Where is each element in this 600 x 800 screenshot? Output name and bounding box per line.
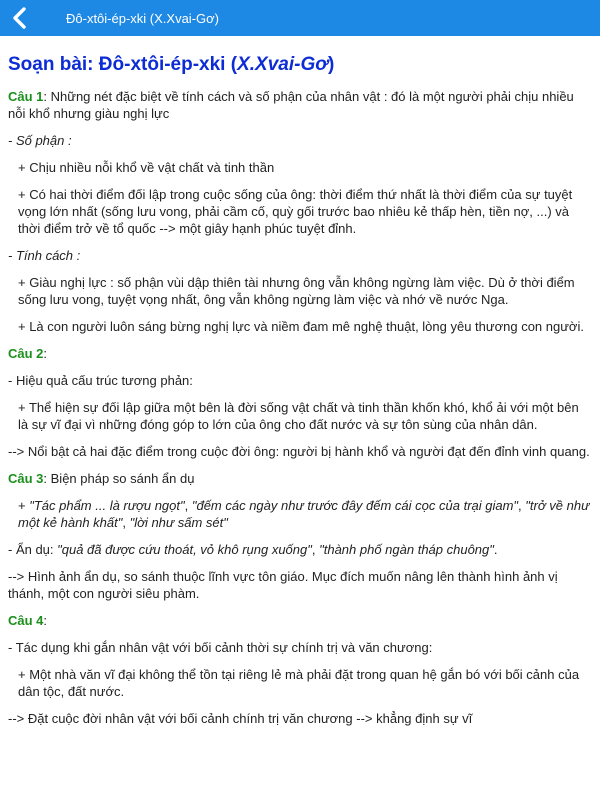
page-title: Soạn bài: Đô-xtôi-ép-xki (X.Xvai-Gơ) — [8, 54, 335, 75]
tinh-cach-heading: - Tính cách : — [8, 248, 81, 263]
q3-paragraph: Câu 3: Biện pháp so sánh ẩn dụ — [8, 471, 195, 486]
hieu-qua-item-1: + Thể hiện sự đối lập giữa một bên là đời sống vật chất và tinh thần khốn khó, khổ ải với một bên là sự vĩ đại vì những đóng góp to lớn của ông cho đất nước và sự tôn sùng của nhân dân. — [18, 400, 579, 432]
so-phan-item-1: + Chịu nhiều nỗi khổ về vật chất và tinh thần — [18, 160, 275, 175]
hinh-anh-conclusion: --> Hình ảnh ẩn dụ, so sánh thuộc lĩnh vực tôn giáo. Mục đích muốn nâng lên thành hình ảnh vị thánh, một con người siêu phàm. — [8, 569, 558, 601]
tac-dung-heading: - Tác dụng khi gắn nhân vật với bối cảnh thời sự chính trị và văn chương: — [8, 640, 433, 655]
an-du-item: - Ẩn dụ: "quả đã được cứu thoát, vỏ khô rụng xuống", "thành phố ngàn tháp chuông". — [8, 542, 498, 557]
tinh-cach-item-1: + Giàu nghị lực : số phận vùi dập thiên tài nhưng ông vẫn không ngừng làm việc. Dù ở thời điểm sống lưu vong, tuyệt vọng nhất, ông vẫn không ngừng làm việc và nhớ về nước Nga. — [18, 275, 575, 307]
app-bar — [0, 0, 600, 36]
article — [0, 36, 600, 727]
so-phan-heading: - Số phận : — [8, 133, 72, 148]
so-phan-item-2: + Có hai thời điểm đối lập trong cuộc sống của ông: thời điểm thứ nhất là thời điểm của sự tuyệt vọng lớn nhất (sống lưu vong, phải cầm cố, quỳ gối trước bao nhiêu kẻ thấp hèn, tiền nợ, ...) và thời điểm trở về tổ quốc --> một giây hạnh phúc tuyệt đỉnh. — [18, 187, 573, 236]
tac-dung-conclusion: --> Đặt cuộc đời nhân vật với bối cảnh chính trị văn chương --> khẳng định sự vĩ — [8, 711, 473, 726]
q2-label: Câu 2 — [8, 346, 44, 361]
hieu-qua-heading: - Hiệu quả cấu trúc tương phản: — [8, 373, 193, 388]
chevron-left-icon — [10, 7, 30, 29]
appbar-title: Đô-xtôi-ép-xki (X.Xvai-Gơ) — [66, 10, 219, 26]
back-button[interactable] — [0, 0, 40, 36]
tinh-cach-item-2: + Là con người luôn sáng bừng nghị lực và niềm đam mê nghệ thuật, lòng yêu thương con người. — [18, 319, 584, 334]
q1-paragraph: Câu 1: Những nét đặc biệt về tính cách và số phận của nhân vật : đó là một người phải chịu nhiều nỗi khổ nhưng giàu nghị lực — [8, 89, 574, 121]
q4-label: Câu 4 — [8, 613, 44, 628]
q4-paragraph: Câu 4: — [8, 613, 48, 628]
so-sanh-item: + "Tác phẩm ... là rượu ngọt", "đếm các ngày như trước đây đếm cái cọc của trại giam", "trở về như một kẻ hành khất", "lời như sấm sét" — [18, 498, 590, 530]
q3-label: Câu 3 — [8, 471, 44, 486]
tac-dung-item-1: + Một nhà văn vĩ đại không thể tồn tại riêng lẻ mà phải đặt trong quan hệ gắn bó với bối cảnh của dân tộc, đất nước. — [18, 667, 580, 699]
q1-label: Câu 1 — [8, 89, 44, 104]
hieu-qua-conclusion: --> Nổi bật cả hai đặc điểm trong cuộc đời ông: người bị hành khổ và người đạt đến đỉnh vinh quang. — [8, 444, 590, 459]
q2-paragraph: Câu 2: — [8, 346, 48, 361]
